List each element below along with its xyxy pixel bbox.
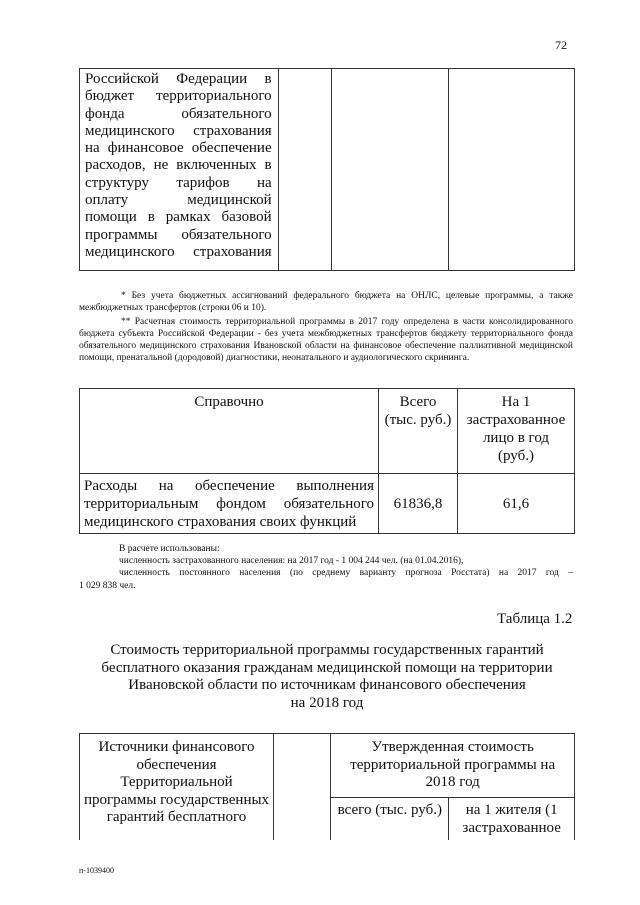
footnote-1: * Без учета бюджетных ассигнований федерального бюджета на ОНЛС, целевые программы, а также межбюджетных трансфертов (строки 06 и 10). [79,291,573,313]
text-line: программы обязательного [85,226,272,243]
table-cell-description [80,69,279,271]
header-empty [274,734,331,841]
reference-table [79,388,575,534]
table-label: Таблица 1.2 [497,611,573,627]
row-per-person-value: 61,6 [458,474,575,534]
row-description: Расходы на обеспечение выполнения территориальным фондом обязательного медицинского страхования своих функций [80,474,379,534]
table-cell-empty [449,69,575,271]
calc-line: 1 029 838 чел. [79,580,136,591]
text-line: медицинского страхования [85,243,272,260]
document-code: п-1039400 [79,866,114,875]
header-total-thousand-rub: всего (тыс. руб.) [331,798,449,841]
calculation-notes [79,543,573,592]
funding-sources-table [79,733,575,840]
text-line: бюджет территориального [85,88,272,105]
page-number: 72 [555,38,567,52]
text-line: Российской Федерации в [85,71,272,87]
header-per-resident: на 1 жителя (1 застрахованное [449,798,575,841]
footnote-2: ** Расчетная стоимость территориальной программы в 2017 году определена в части консолидированного бюджета субъекта Российской Федерации - без учета межбюджетных трансфертов бюджету территориального фонда обязательного медицинского страхования Ивановской области на финансовое обеспечение паллиативной медицинской помощи, пренатальной (дородовой) диагностики, неонатального и аудиологического скрининга. [79,317,573,363]
text-line: расходов, не включенных в [85,157,272,174]
calc-line: численность застрахованного населения: на 2017 год - 1 004 244 чел. (на 01.04.2016), [119,556,464,567]
header-approved-cost: Утвержденная стоимость территориальной программы на 2018 год [331,734,575,798]
table-title: Стоимость территориальной программы государственных гарантий бесплатного оказания гражданам медицинской помощи на территории Ивановской области по источникам финансового обеспечения на 2018 год [101,642,553,711]
text-line: медицинского страхования [85,122,272,139]
text-line: на финансовое обеспечение [85,140,272,157]
header-reference: Справочно [80,389,379,474]
text-line: структуру тарифов на [85,174,272,191]
text-line: помощи в рамках базовой [85,209,272,226]
calc-line: численность постоянного населения (по среднему варианту прогноза Росстата) на 2017 год – [119,568,573,579]
calc-line: В расчете использованы: [119,544,220,554]
header-total: Всего (тыс. руб.) [379,389,458,474]
table-cell-empty [331,69,449,271]
text-line: оплату медицинской [85,192,272,209]
text-line: фонда обязательного [85,105,272,122]
row-total-value: 61836,8 [379,474,458,534]
table-continuation [79,68,575,271]
header-sources: Источники финансового обеспечения Территориальной программы государственных гарантий бесплатного [80,734,274,841]
table-cell-empty [278,69,331,271]
header-per-insured: На 1 застрахованное лицо в год (руб.) [458,389,575,474]
